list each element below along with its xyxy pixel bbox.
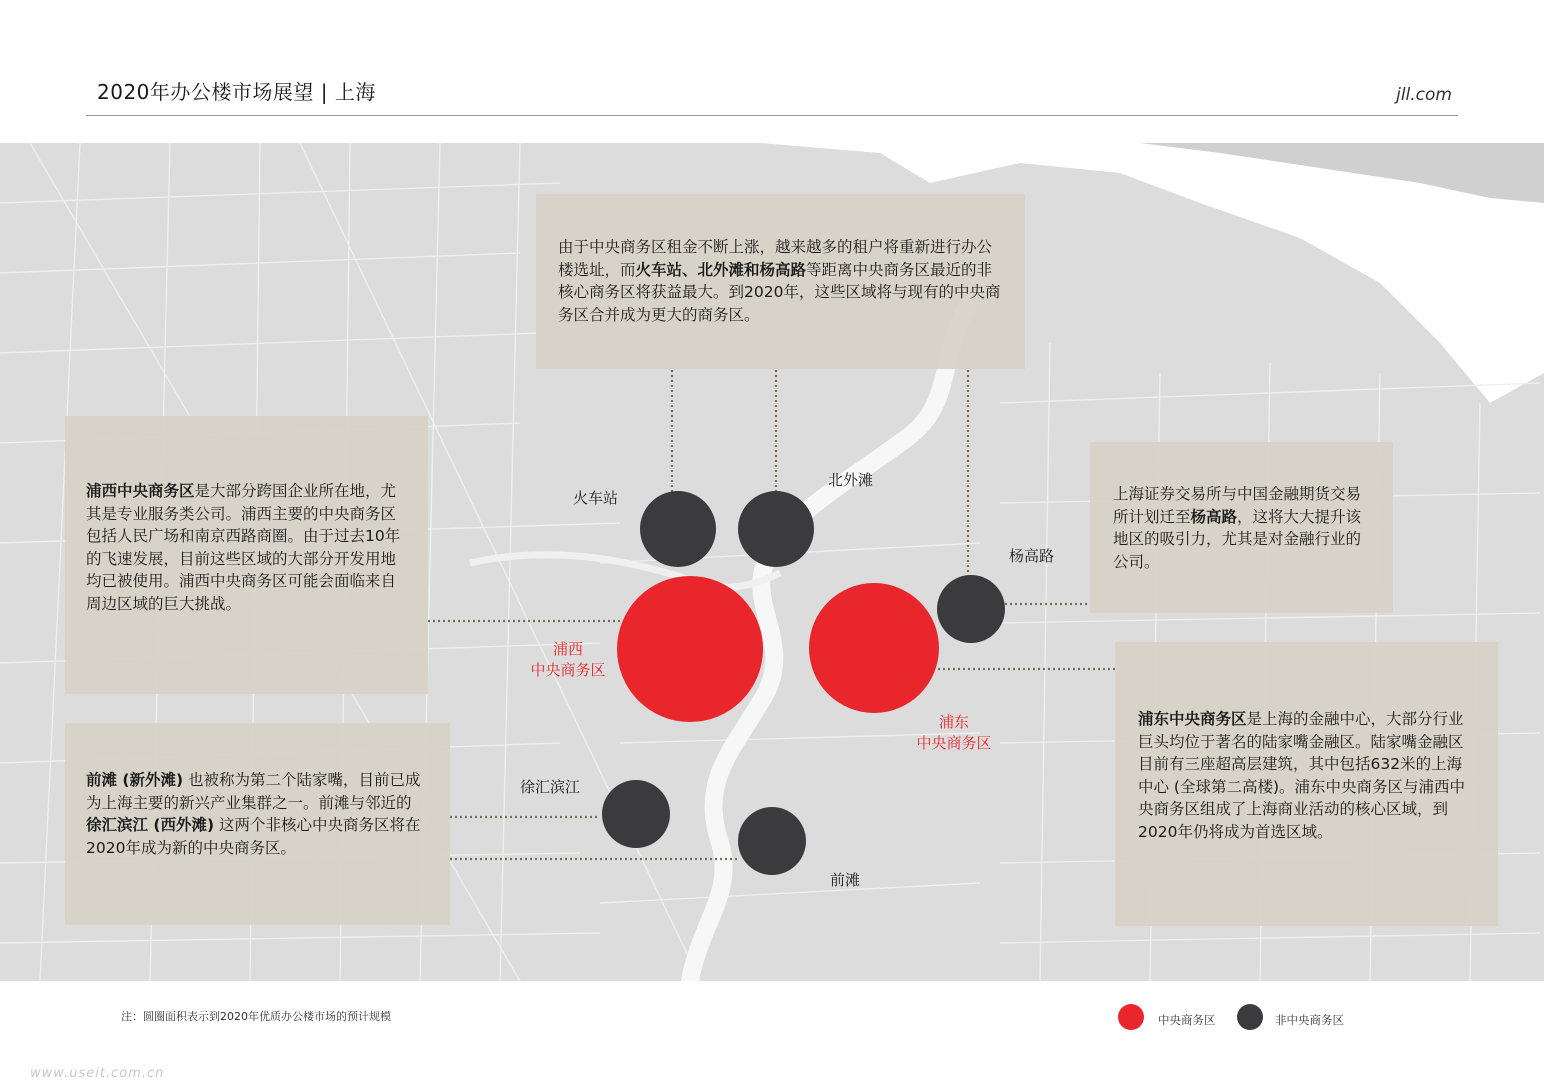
text-segment-0: 由于中央商务区租金不断上涨，越来越多的租户将重新进行办公楼选址，而: [558, 238, 993, 279]
text-segment-2: 等距离中央商务区最近的非核心商务区将获益最大。到2020年，这些区域将与现有的中央商务区合并成为更大的商务区。: [558, 260, 1001, 324]
pudong-cbd-circle: [809, 583, 939, 713]
yanggaolu-circle: [937, 575, 1005, 643]
label-pudong-cbd: [906, 712, 1002, 754]
bold-segment-0: 浦西中央商务区: [86, 482, 195, 500]
suzhou-creek: [470, 555, 780, 587]
label-pudong-line1: 浦东: [938, 713, 969, 731]
text-segment-1: 是大部分跨国企业所在地，尤其是专业服务类公司。浦西主要的中央商务区包括人民广场和南京西路商圈。由于过去10年的飞速发展，目前这些区域的大部分开发用地均已被使用。浦西中央商务区可能会面临来自周边区域的巨大挑战。: [86, 482, 401, 613]
label-huochezhan: 火车站: [573, 489, 619, 507]
report-title: 2020年办公楼市场展望 | 上海: [97, 80, 376, 104]
panel-top-text: [558, 236, 1003, 326]
huochezhan-circle: [640, 491, 716, 567]
label-puxi-line2: 中央商务区: [530, 661, 606, 679]
panel-top: [536, 194, 1025, 369]
label-yanggaolu: 杨高路: [1009, 547, 1055, 565]
panel-yanggaolu: [1090, 442, 1393, 613]
text-segment-1: 也被称为第二个陆家嘴，目前已成为上海主要的新兴产业集群之一。前滩与邻近的: [86, 771, 421, 812]
legend-noncore-dot: [1237, 1004, 1263, 1030]
xuhui-circle: [602, 780, 670, 848]
bold-segment-1: 杨高路: [1190, 507, 1238, 526]
header-divider: [86, 115, 1458, 116]
legend-core-label: 中央商务区: [1158, 1013, 1216, 1027]
label-xuhui: 徐汇滨江: [520, 778, 581, 796]
legend-core-dot: [1118, 1004, 1144, 1030]
label-beiwaitan: 北外滩: [828, 471, 874, 489]
panel-qiantan-text: [86, 769, 426, 859]
panel-yanggaolu-text: [1113, 483, 1373, 573]
footnote: 注：圆圈面积表示到2020年优质办公楼市场的预计规模: [121, 1010, 391, 1023]
shanghai-map: [0, 143, 1544, 981]
qiantan-circle: [738, 807, 806, 875]
puxi-cbd-circle: [617, 576, 763, 722]
panel-qiantan: [65, 723, 450, 925]
bold-segment-0: 前滩 (新外滩): [86, 771, 184, 789]
panel-puxi: [65, 416, 428, 694]
text-segment-1: 是上海的金融中心，大部分行业巨头均位于著名的陆家嘴金融区。陆家嘴金融区目前有三座超高层建筑，其中包括632米的上海中心 (全球第二高楼)。浦东中央商务区与浦西中央商务区组成了上海商业活动的核心区域，到2020年仍将成为首选区域。: [1138, 710, 1466, 841]
text-segment-2: ，这将大大提升该地区的吸引力，尤其是对金融行业的公司。: [1113, 507, 1362, 571]
label-pudong-line2: 中央商务区: [916, 734, 992, 752]
watermark: www.useit.com.cn: [30, 1066, 165, 1081]
text-segment-0: 上海证券交易所与中国金融期货交易所计划迁至: [1113, 485, 1362, 526]
beiwaitan-circle: [738, 491, 814, 567]
panel-pudong: [1115, 642, 1498, 926]
label-puxi-line1: 浦西: [552, 640, 583, 658]
panel-puxi-text: [86, 480, 408, 615]
bold-segment-1: 火车站、北外滩和杨高路: [635, 260, 807, 279]
bold-segment-0: 浦东中央商务区: [1138, 710, 1247, 728]
text-segment-3: 这两个非核心中央商务区将在2020年成为新的中央商务区。: [86, 816, 421, 857]
label-qiantan: 前滩: [830, 871, 861, 889]
label-puxi-cbd: [520, 639, 616, 681]
bold-segment-2: 徐汇滨江 (西外滩): [86, 816, 215, 834]
legend-noncore-label: 非中央商务区: [1275, 1013, 1344, 1027]
panel-pudong-text: [1138, 708, 1476, 843]
brand-url[interactable]: jll.com: [1396, 85, 1452, 105]
